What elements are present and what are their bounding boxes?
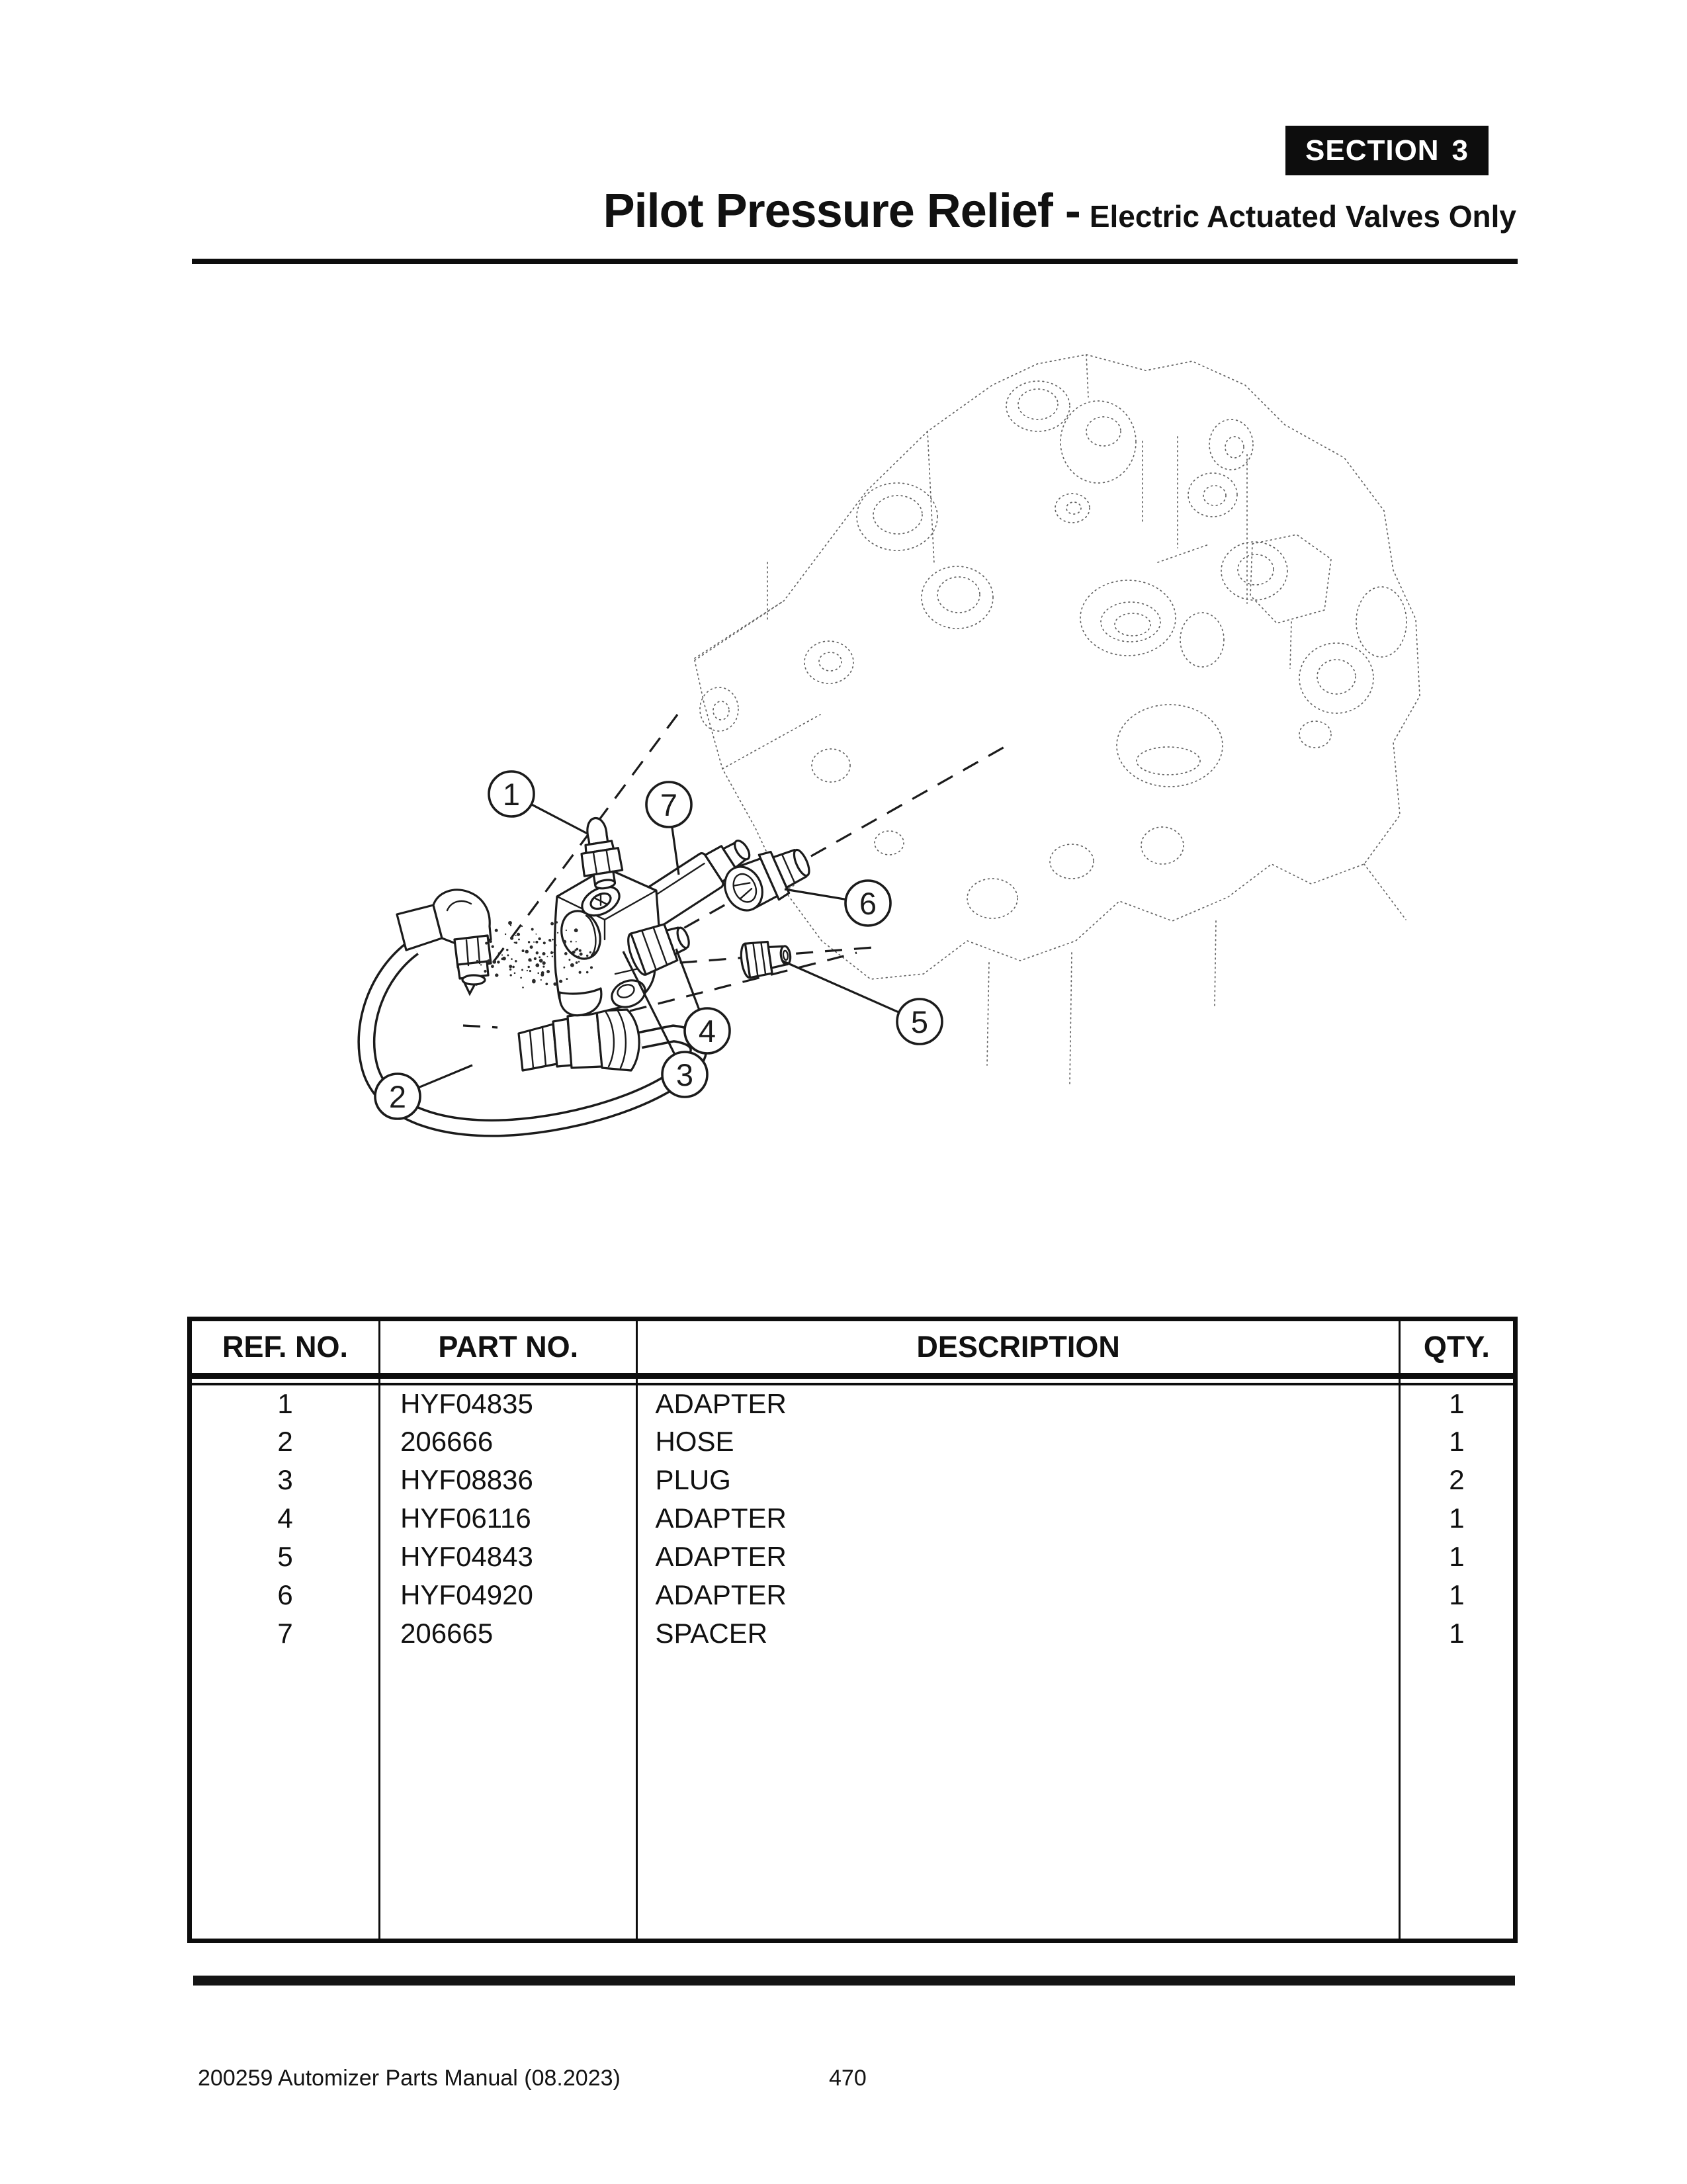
bottom-rule: [193, 1976, 1515, 1986]
header-ref-no: REF. NO.: [192, 1321, 380, 1376]
empty-cell: [192, 1653, 380, 1939]
svg-text:3: 3: [675, 1057, 694, 1092]
part-cell: HYF04835: [380, 1384, 637, 1422]
table-header-row: [192, 1321, 1513, 1376]
qty-cell: 1: [1399, 1538, 1513, 1576]
callout-leader-4: [676, 949, 699, 1010]
ref-cell: 6: [277, 1579, 293, 1610]
table-row: [192, 1576, 1513, 1614]
part-cell: HYF08836: [380, 1461, 637, 1499]
page-title-main: Pilot Pressure Relief -: [603, 185, 1080, 238]
qty-cell: 1: [1399, 1614, 1513, 1653]
ref-cell: 2: [277, 1426, 293, 1457]
callout-leader-6: [785, 889, 846, 899]
ref-cell: 7: [277, 1618, 293, 1649]
part-cell: 206666: [380, 1422, 637, 1461]
ref-cell: 1: [277, 1388, 293, 1419]
section-badge-number: 3: [1451, 134, 1469, 167]
callout-1: [489, 771, 587, 834]
header-description: DESCRIPTION: [637, 1321, 1399, 1376]
header-qty: QTY.: [1399, 1321, 1513, 1376]
ref-cell: 4: [277, 1503, 293, 1534]
empty-cell: [1399, 1653, 1513, 1939]
desc-cell: ADAPTER: [637, 1576, 1399, 1614]
qty-cell: 1: [1399, 1576, 1513, 1614]
desc-cell: ADAPTER: [637, 1499, 1399, 1538]
hose-elbow-fitting: [397, 890, 491, 984]
part-cell: 206665: [380, 1614, 637, 1653]
svg-text:5: 5: [910, 1004, 929, 1039]
svg-text:4: 4: [698, 1014, 716, 1049]
table-row: [192, 1461, 1513, 1499]
qty-cell: 2: [1399, 1461, 1513, 1499]
callout-leader-7: [672, 827, 679, 875]
header-double-rule: [192, 1376, 1513, 1384]
callout-leader-2: [418, 1065, 472, 1088]
callout-7: [646, 782, 691, 875]
adapter-5: [739, 938, 793, 979]
hose-straight-fitting: [519, 1010, 639, 1070]
svg-text:7: 7: [660, 787, 678, 822]
svg-text:1: 1: [502, 777, 521, 812]
empty-cell: [380, 1653, 637, 1939]
qty-cell: 1: [1399, 1499, 1513, 1538]
table-row: [192, 1499, 1513, 1538]
parts-table: [187, 1317, 1518, 1943]
ref-cell: 3: [277, 1464, 293, 1495]
part-cell: HYF06116: [380, 1499, 637, 1538]
table-row: [192, 1538, 1513, 1576]
header-part-no: PART NO.: [380, 1321, 637, 1376]
desc-cell: ADAPTER: [637, 1384, 1399, 1422]
part-cell: HYF04843: [380, 1538, 637, 1576]
svg-text:2: 2: [388, 1079, 407, 1114]
qty-cell: 1: [1399, 1422, 1513, 1461]
empty-cell: [637, 1653, 1399, 1939]
desc-cell: HOSE: [637, 1422, 1399, 1461]
qty-cell: 1: [1399, 1384, 1513, 1422]
desc-cell: ADAPTER: [637, 1538, 1399, 1576]
callout-leader-5: [782, 961, 899, 1012]
part-cell: HYF04920: [380, 1576, 637, 1614]
svg-text:6: 6: [859, 886, 877, 921]
section-badge-label: SECTION: [1305, 134, 1440, 167]
callout-5: [782, 961, 942, 1044]
desc-cell: SPACER: [637, 1614, 1399, 1653]
phantom-valve-block: [695, 355, 1420, 1084]
callout-leader-1: [531, 805, 587, 834]
footer-text: 200259 Automizer Parts Manual (08.2023): [198, 2066, 621, 2091]
table-row: [192, 1614, 1513, 1653]
callout-6: [785, 881, 890, 926]
page-title-sub: Electric Actuated Valves Only: [1089, 199, 1516, 234]
ref-cell: 5: [277, 1541, 293, 1572]
table-row: [192, 1384, 1513, 1422]
table-row: [192, 1422, 1513, 1461]
page-number: 470: [829, 2066, 867, 2091]
desc-cell: PLUG: [637, 1461, 1399, 1499]
table-empty-space: [192, 1653, 1513, 1939]
